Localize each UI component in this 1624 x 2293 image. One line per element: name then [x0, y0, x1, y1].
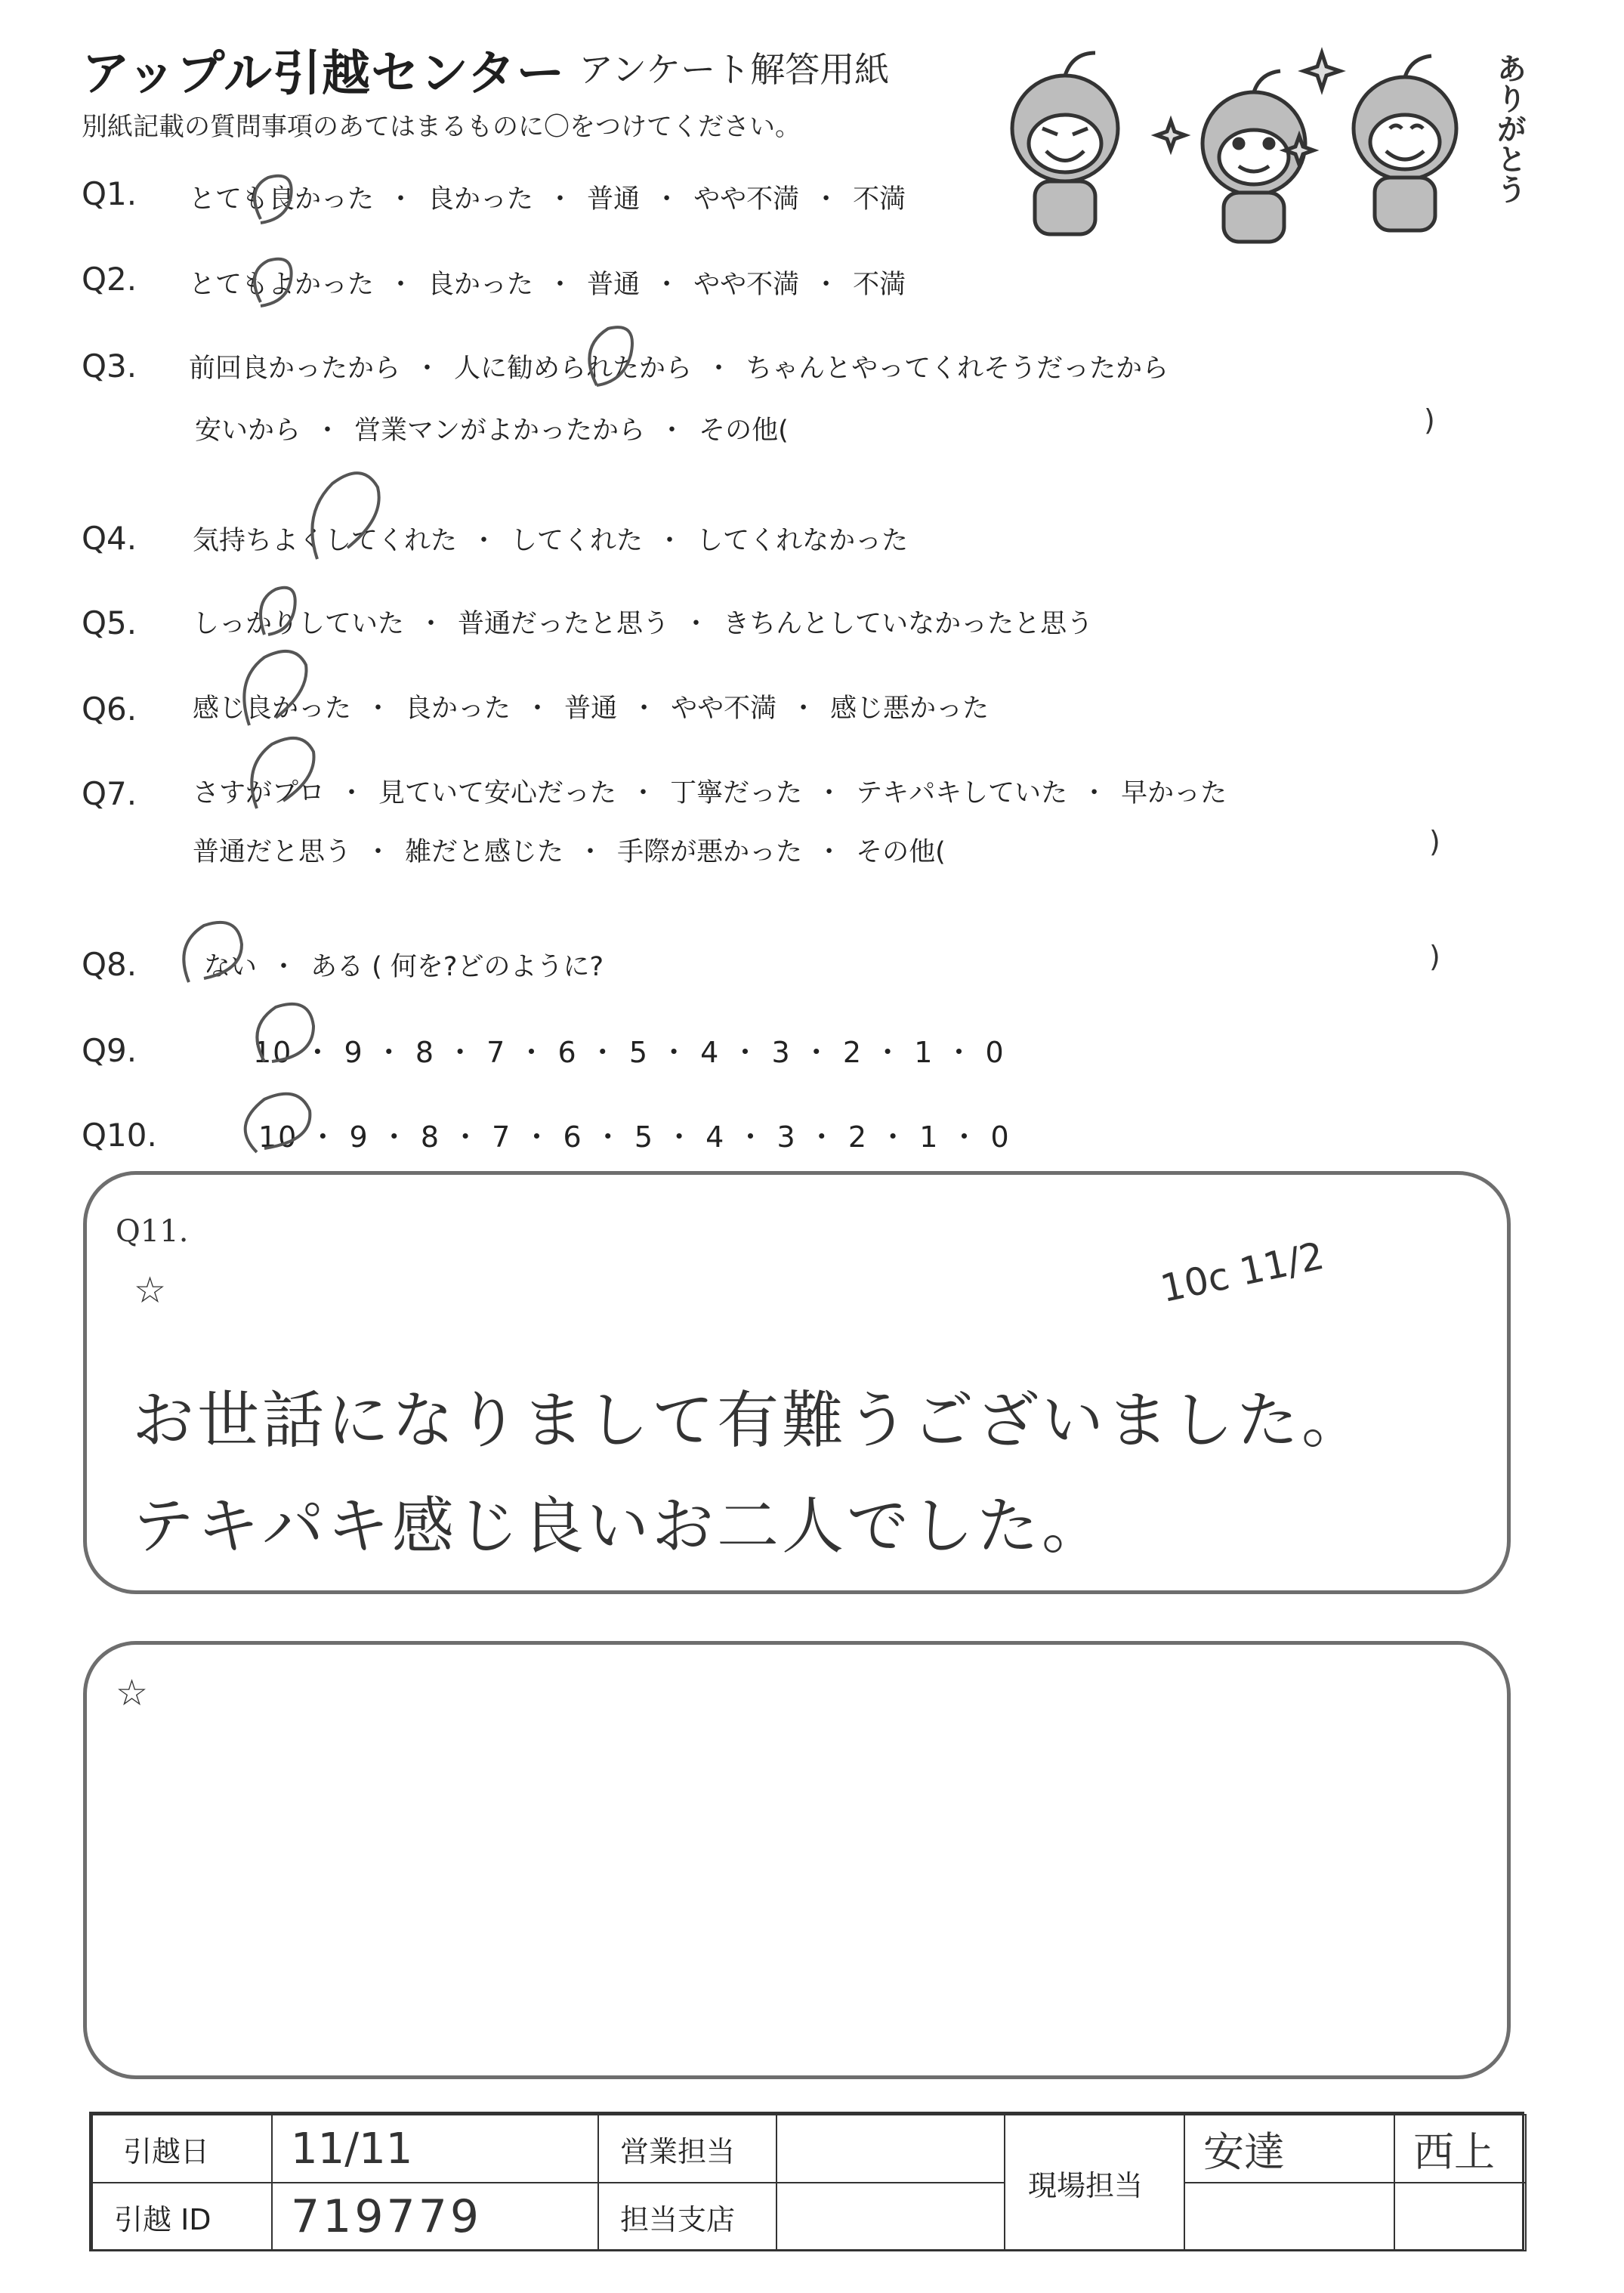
q3-option-5[interactable]: 営業マンがよかったから [354, 416, 646, 446]
comment-star-icon: ☆ [116, 1672, 149, 1714]
move-date-value[interactable]: 11/11 [271, 2114, 599, 2183]
q7-option-2[interactable]: 見ていて安心だった [378, 778, 617, 808]
q1-option-2[interactable]: 良かった [428, 184, 534, 215]
q11-handwritten-note: 10c 11/2 [1156, 1233, 1328, 1312]
q1-label: Q1. [82, 175, 137, 212]
q5-label: Q5. [82, 604, 137, 641]
q7-label: Q7. [82, 775, 137, 812]
q3-option-4[interactable]: 安いから [195, 416, 301, 446]
q7-closing-paren: ) [1429, 825, 1440, 858]
mascot-arigatou-text: ありがとう [1492, 53, 1527, 204]
site-staff-label: 現場担当 [1004, 2114, 1185, 2251]
q7-option-5[interactable]: 早かった [1121, 778, 1227, 808]
q7-option-4[interactable]: テキパキしていた [856, 778, 1068, 808]
q6-option-1[interactable]: 感じ良かった [193, 694, 352, 724]
q2-label: Q2. [82, 261, 137, 298]
q7-option-3[interactable]: 丁寧だった [670, 778, 803, 808]
q8-label: Q8. [82, 946, 137, 983]
q8-circle-mark [184, 922, 242, 982]
q3-option-1[interactable]: 前回良かったから [189, 354, 401, 384]
q2-option-4[interactable]: やや不満 [693, 270, 800, 300]
sales-staff-value[interactable] [776, 2114, 1005, 2183]
q4-label: Q4. [82, 520, 137, 557]
q5-option-2[interactable]: 普通だったと思う [458, 609, 670, 639]
site-staff-3[interactable] [1184, 2182, 1395, 2251]
q10-scale[interactable]: 10 ・ 9 ・ 8 ・ 7 ・ 6 ・ 5 ・ 4 ・ 3 ・ 2 ・ 1 ・ 0 [258, 1120, 1011, 1154]
q9-circle-mark [257, 1004, 313, 1062]
branch-label: 担当支店 [597, 2182, 777, 2251]
q2-option-5[interactable]: 不満 [853, 270, 906, 300]
q2-option-2[interactable]: 良かった [428, 270, 534, 300]
q3-closing-paren: ) [1424, 403, 1435, 437]
instruction-text: 別紙記載の質問事項のあてはまるものに〇をつけてください。 [82, 112, 801, 142]
q3-option-3[interactable]: ちゃんとやってくれそうだったから [746, 354, 1169, 384]
q1-circle-mark [255, 176, 292, 223]
q4-option-2[interactable]: してくれた [511, 526, 644, 556]
q2-circle-mark [255, 259, 292, 306]
q7-option-7[interactable]: 雑だと感じた [405, 837, 564, 867]
q3-option-6[interactable]: その他( [699, 416, 789, 446]
q6-option-5[interactable]: 感じ悪かった [830, 694, 990, 724]
q9-label: Q9. [82, 1032, 137, 1069]
company-title: アップル引越センター [82, 46, 566, 102]
move-id-label: 引越 ID [91, 2182, 273, 2251]
site-staff-1[interactable]: 安達 [1184, 2114, 1395, 2183]
sales-staff-label: 営業担当 [597, 2114, 777, 2183]
q1-option-1[interactable]: とても良かった [189, 184, 375, 215]
q11-box [83, 1171, 1511, 1594]
site-staff-2[interactable]: 西上 [1394, 2114, 1527, 2183]
comment-box[interactable] [83, 1641, 1511, 2079]
q1-option-5[interactable]: 不満 [853, 184, 906, 215]
site-staff-4[interactable] [1394, 2182, 1527, 2251]
q3-options-line2: 安いから ・ 営業マンがよかったから ・ その他( [195, 416, 789, 446]
branch-value[interactable] [776, 2182, 1005, 2251]
q5-circle-mark [261, 588, 295, 635]
q2-option-1[interactable]: とてもよかった [189, 270, 375, 300]
q4-options: 気持ちよくしてくれた ・ してくれた ・ してくれなかった [193, 526, 909, 556]
q11-handwritten-line1: お世話になりまして有難うございました。 [132, 1385, 1367, 1457]
q4-circle-mark [312, 473, 378, 559]
q5-options: しっかりしていた ・ 普通だったと思う ・ きちんとしていなかったと思う [193, 609, 1094, 639]
q10-circle-mark [245, 1094, 310, 1152]
q7-option-8[interactable]: 手際が悪かった [617, 837, 803, 867]
q1-option-4[interactable]: やや不満 [693, 184, 800, 215]
q11-star-icon: ☆ [134, 1269, 167, 1312]
q7-option-6[interactable]: 普通だと思う [193, 837, 352, 867]
q5-option-1[interactable]: しっかりしていた [193, 609, 405, 639]
q11-label: Q11. [116, 1214, 189, 1249]
footer-table [89, 2112, 1524, 2251]
q6-option-4[interactable]: やや不満 [671, 694, 777, 724]
q10-label: Q10. [82, 1117, 157, 1154]
move-id-value[interactable]: 719779 [271, 2182, 599, 2251]
q3-circle-mark [589, 327, 632, 385]
q5-option-3[interactable]: きちんとしていなかったと思う [723, 609, 1094, 639]
q1-option-3[interactable]: 普通 [587, 184, 641, 215]
q8-options: ない ・ ある ( 何を?どのように? [204, 952, 604, 982]
q3-label: Q3. [82, 348, 137, 385]
q6-label: Q6. [82, 691, 137, 728]
q7-option-9[interactable]: その他( [856, 837, 946, 867]
q6-circle-mark [244, 651, 306, 725]
q6-options: 感じ良かった ・ 良かった ・ 普通 ・ やや不満 ・ 感じ悪かった [193, 694, 990, 724]
q2-options: とてもよかった ・ 良かった ・ 普通 ・ やや不満 ・ 不満 [189, 270, 906, 300]
q2-option-3[interactable]: 普通 [587, 270, 641, 300]
q8-option-2[interactable]: ある ( 何を?どのように? [310, 952, 604, 982]
move-date-label: 引越日 [91, 2114, 273, 2183]
q7-circle-mark [252, 738, 313, 808]
q7-options-line1: さすがプロ ・ 見ていて安心だった ・ 丁寧だった ・ テキパキしていた ・ 早かった [193, 778, 1227, 808]
form-title: アンケート解答用紙 [579, 49, 890, 90]
q4-option-1[interactable]: 気持ちよくしてくれた [193, 526, 458, 556]
q6-option-3[interactable]: 普通 [564, 694, 618, 724]
q8-option-1[interactable]: ない [204, 952, 258, 982]
q4-option-3[interactable]: してくれなかった [696, 526, 909, 556]
q8-closing-paren: ) [1429, 940, 1440, 973]
q11-handwritten-line2: テキパキ感じ良いお二人でした。 [132, 1491, 1107, 1562]
q1-options: とても良かった ・ 良かった ・ 普通 ・ やや不満 ・ 不満 [189, 184, 906, 215]
q7-options-line2: 普通だと思う ・ 雑だと感じた ・ 手際が悪かった ・ その他( [193, 837, 946, 867]
q6-option-2[interactable]: 良かった [405, 694, 511, 724]
q3-option-2[interactable]: 人に勧められたから [454, 354, 693, 384]
q3-options-line1: 前回良かったから ・ 人に勧められたから ・ ちゃんとやってくれそうだったから [189, 354, 1169, 384]
q9-scale[interactable]: 10 ・ 9 ・ 8 ・ 7 ・ 6 ・ 5 ・ 4 ・ 3 ・ 2 ・ 1 ・ 0 [253, 1036, 1005, 1069]
q7-option-1[interactable]: さすがプロ [193, 778, 326, 808]
